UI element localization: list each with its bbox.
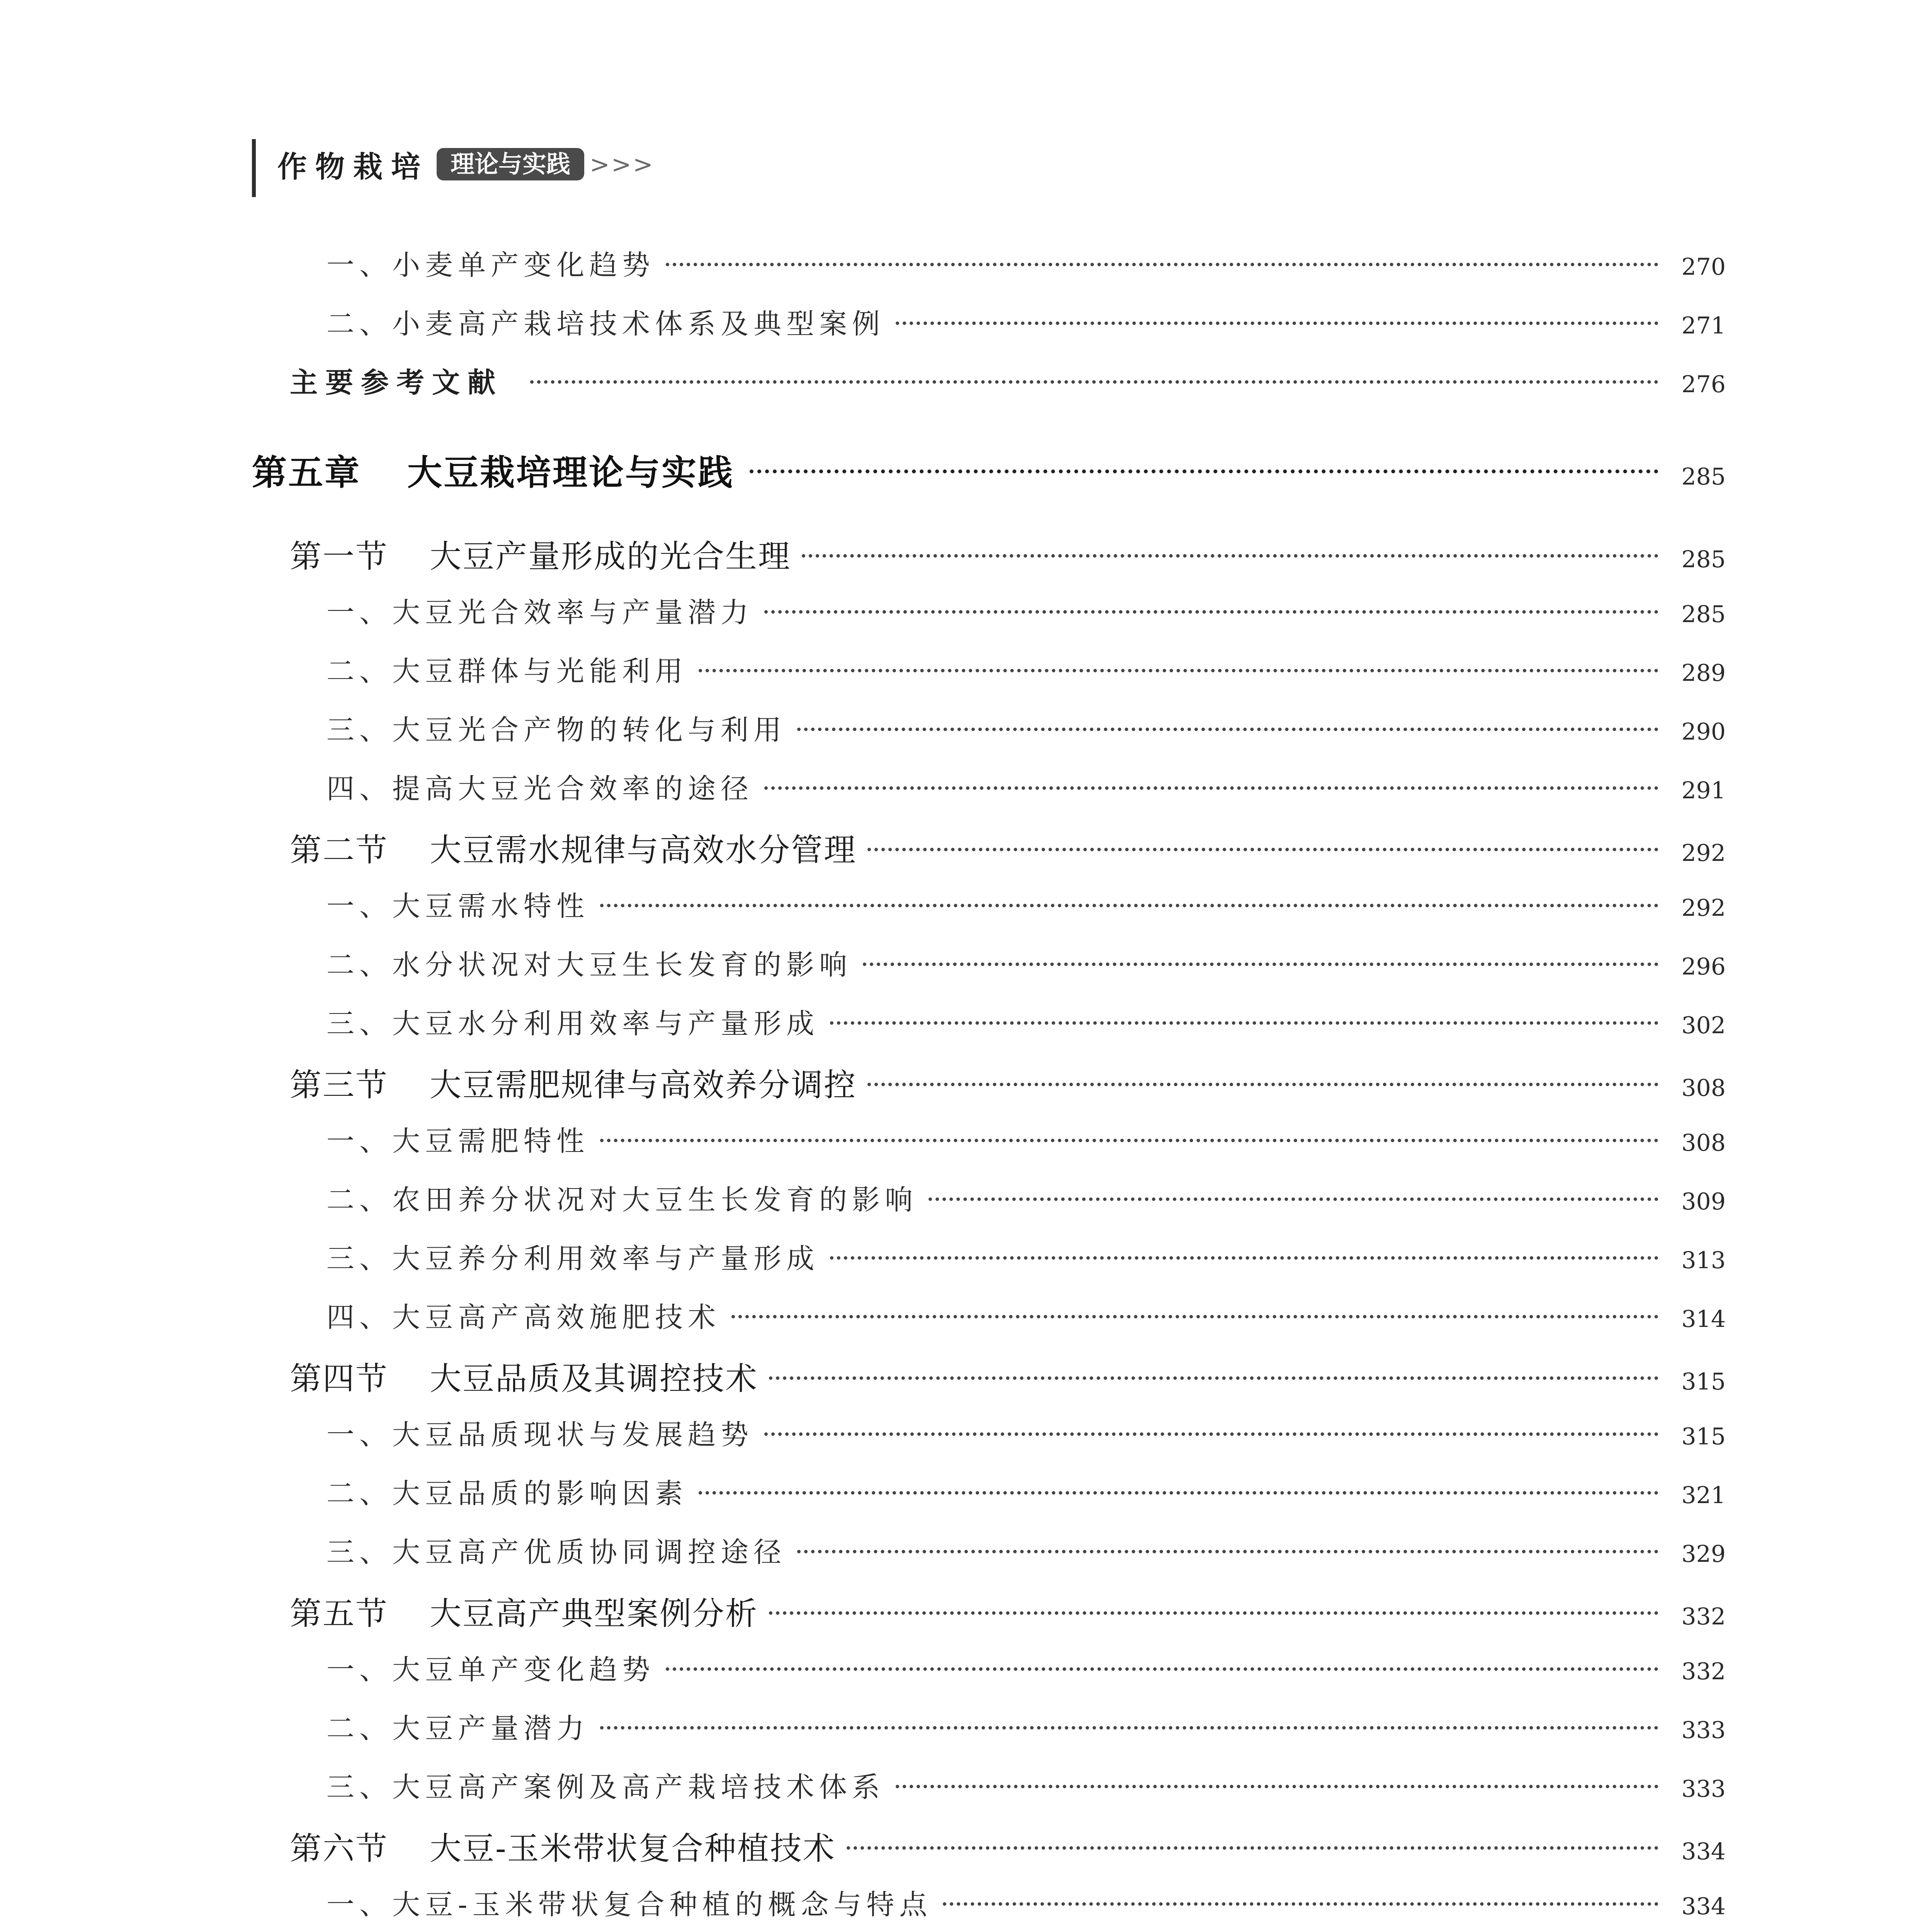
toc-entry-text: 大豆品质及其调控技术 [430, 1361, 759, 1397]
toc-entry-section[interactable] [0, 1823, 1932, 1869]
toc-entry-text: 二、大豆品质的影响因素 [327, 1477, 688, 1510]
toc-page-number: 332 [1681, 1658, 1726, 1685]
toc-entry-title [327, 1412, 753, 1452]
toc-entry-title [290, 360, 503, 400]
toc-entry-item[interactable] [0, 243, 1932, 283]
toc-page-number: 315 [1681, 1423, 1726, 1450]
toc-entry-text: 三、大豆养分利用效率与产量形成 [327, 1242, 820, 1275]
toc-entry-title [290, 531, 791, 577]
toc-page-number: 285 [1681, 601, 1726, 628]
toc-page-number: 333 [1681, 1717, 1726, 1744]
toc-entry-title [327, 1177, 918, 1218]
dot-leader [847, 1842, 1658, 1850]
dot-leader [600, 1135, 1658, 1143]
toc-entry-text: 一、大豆光合效率与产量潜力 [327, 596, 754, 629]
toc-page-number: 289 [1681, 660, 1726, 687]
toc-page-number: 292 [1681, 895, 1726, 922]
toc-entry-item[interactable] [0, 1001, 1932, 1041]
toc-page-number: 329 [1681, 1541, 1726, 1568]
dot-leader [830, 1253, 1658, 1260]
toc-entry-text: 三、大豆高产案例及高产栽培技术体系 [327, 1771, 885, 1803]
dot-leader [600, 1723, 1658, 1730]
dot-leader [830, 1018, 1658, 1025]
toc-entry-title [327, 1001, 819, 1041]
dot-leader [731, 1311, 1658, 1319]
toc-entry-text: 一、大豆单产变化趋势 [327, 1653, 655, 1686]
dot-leader [666, 259, 1658, 267]
toc-entry-title [327, 590, 753, 630]
toc-entry-item[interactable] [0, 1882, 1932, 1922]
toc-entry-title [327, 1882, 932, 1922]
toc-entry-item[interactable] [0, 649, 1932, 689]
dot-leader [802, 550, 1658, 558]
dot-leader [943, 1899, 1658, 1906]
toc-page-number: 333 [1681, 1776, 1726, 1803]
toc-entry-text: 一、大豆品质现状与发展趋势 [327, 1418, 754, 1451]
toc-entry-text: 三、大豆水分利用效率与产量形成 [327, 1007, 820, 1040]
dot-leader [699, 1488, 1658, 1495]
toc-entry-item[interactable] [0, 1530, 1932, 1570]
toc-entry-item[interactable] [0, 766, 1932, 806]
toc-page-number: 308 [1681, 1129, 1726, 1156]
toc-entry-text: 一、大豆需水特性 [327, 890, 590, 922]
toc-entry-number: 第三节 [290, 1067, 389, 1104]
dot-leader [769, 1372, 1658, 1380]
toc-page-number: 313 [1681, 1247, 1726, 1274]
toc-entry-section[interactable] [0, 1588, 1932, 1634]
toc-page-number: 285 [1681, 463, 1726, 490]
toc-page-number: 332 [1681, 1603, 1726, 1630]
toc-entry-title [290, 1823, 836, 1869]
toc-page-number: 334 [1681, 1838, 1726, 1865]
toc-entry-item[interactable] [0, 1471, 1932, 1511]
dot-leader [530, 377, 1658, 384]
toc-entry-title [327, 1236, 819, 1276]
toc-entry-title [327, 243, 655, 283]
toc-page-number: 276 [1681, 371, 1726, 398]
toc-entry-text: 二、农田养分状况对大豆生长发育的影响 [327, 1184, 918, 1216]
toc-entry-text: 一、小麦单产变化趋势 [327, 249, 655, 281]
toc-entry-title [327, 1119, 589, 1159]
toc-entry-title [327, 884, 589, 924]
toc-entry-text: 大豆需水规律与高效水分管理 [430, 832, 857, 869]
toc-entry-text: 二、小麦高产栽培技术体系及典型案例 [327, 308, 885, 340]
toc-entry-text: 四、大豆高产高效施肥技术 [327, 1301, 721, 1333]
dot-leader [867, 1079, 1658, 1086]
toc-page-number: 315 [1681, 1368, 1726, 1395]
toc-page-number: 314 [1681, 1306, 1726, 1333]
dot-leader [699, 665, 1658, 673]
toc-page-number: 290 [1681, 718, 1726, 745]
toc-entry-title [290, 1354, 758, 1399]
toc-entry-section[interactable] [0, 1060, 1932, 1105]
toc-entry-title [327, 942, 852, 983]
dot-leader [666, 1664, 1658, 1671]
book-title: 作物栽培 [277, 149, 429, 184]
dot-leader [600, 900, 1658, 908]
toc-entry-text: 一、大豆需肥特性 [327, 1125, 590, 1157]
toc-entry-section[interactable] [0, 531, 1932, 577]
toc-entry-title [327, 1471, 688, 1511]
toc-entry-title [327, 1765, 885, 1805]
toc-entry-item[interactable] [0, 1295, 1932, 1335]
toc-entry-section[interactable] [0, 1354, 1932, 1399]
toc-page-number: 270 [1681, 253, 1726, 281]
toc-entry-title [327, 766, 753, 806]
toc-entry-item[interactable] [0, 1765, 1932, 1805]
toc-entry-item[interactable] [0, 590, 1932, 630]
book-subtitle-badge: 理论与实践 [437, 148, 584, 180]
toc-entry-title [290, 1060, 857, 1105]
dot-leader [863, 959, 1658, 966]
toc-entry-number: 第五节 [290, 1595, 389, 1632]
toc-entry-item[interactable] [0, 301, 1932, 342]
header-arrows: >>> [590, 150, 655, 179]
toc-entry-text: 主要参考文献 [290, 366, 503, 399]
dot-leader [764, 607, 1658, 614]
dot-leader [929, 1194, 1658, 1201]
toc-entry-title [327, 1530, 786, 1570]
toc-entry-item[interactable] [0, 1412, 1932, 1452]
dot-leader [769, 1607, 1658, 1615]
toc-entry-text: 大豆高产典型案例分析 [430, 1595, 759, 1632]
dot-leader [764, 783, 1658, 790]
toc-page-number: 291 [1681, 777, 1726, 804]
dot-leader [750, 466, 1658, 473]
toc-entry-item[interactable] [0, 1119, 1932, 1159]
toc-entry-text: 大豆-玉米带状复合种植技术 [430, 1830, 836, 1867]
toc-entry-number: 第五章 [252, 452, 361, 493]
toc-entry-title [290, 1588, 758, 1634]
toc-entry-text: 大豆栽培理论与实践 [407, 452, 734, 493]
toc-entry-item[interactable] [0, 707, 1932, 748]
toc-entry-item[interactable] [0, 1647, 1932, 1687]
toc-page-number: 285 [1681, 546, 1726, 573]
toc-entry-item[interactable] [0, 1236, 1932, 1276]
toc-entry-title [327, 1647, 655, 1687]
dot-leader [896, 1781, 1658, 1789]
toc-entry-title [327, 1295, 721, 1335]
toc-entry-item[interactable] [0, 884, 1932, 924]
toc-page-number: 296 [1681, 953, 1726, 980]
toc-entry-text: 四、提高大豆光合效率的途径 [327, 772, 754, 805]
toc-page-number: 271 [1681, 312, 1726, 339]
toc-entry-number: 第四节 [290, 1361, 389, 1397]
toc-entry-text: 二、大豆产量潜力 [327, 1712, 590, 1745]
toc-entry-number: 第二节 [290, 832, 389, 869]
toc-entry-title [327, 301, 885, 342]
toc-page-number: 309 [1681, 1188, 1726, 1215]
toc-entry-text: 大豆需肥规律与高效养分调控 [430, 1067, 857, 1104]
toc-entry-number: 第一节 [290, 538, 389, 575]
dot-leader [797, 1546, 1658, 1554]
toc-page-number: 321 [1681, 1482, 1726, 1509]
toc-entry-item[interactable] [0, 942, 1932, 983]
toc-page-number: 302 [1681, 1012, 1726, 1039]
dot-leader [867, 844, 1658, 851]
toc-entry-title [252, 444, 734, 495]
toc-entry-text: 大豆产量形成的光合生理 [430, 538, 791, 575]
toc-entry-text: 三、大豆高产优质协同调控途径 [327, 1536, 787, 1568]
toc-entry-section[interactable] [0, 825, 1932, 870]
toc-entry-title [290, 825, 857, 870]
toc-entry-number: 第六节 [290, 1830, 389, 1867]
toc-entry-text: 三、大豆光合产物的转化与利用 [327, 714, 787, 746]
toc-page-number: 308 [1681, 1075, 1726, 1102]
dot-leader [896, 318, 1658, 325]
toc-entry-text: 二、水分状况对大豆生长发育的影响 [327, 949, 852, 981]
toc-entry-title [327, 707, 786, 748]
dot-leader [797, 724, 1658, 731]
dot-leader [764, 1429, 1658, 1436]
toc-entry-text: 二、大豆群体与光能利用 [327, 655, 688, 687]
toc-entry-item[interactable] [0, 1706, 1932, 1746]
toc-entry-item[interactable] [0, 1177, 1932, 1218]
toc-entry-ref[interactable] [0, 360, 1932, 400]
toc-entry-chapter[interactable] [0, 444, 1932, 495]
toc-entry-text: 一、大豆-玉米带状复合种植的概念与特点 [327, 1888, 932, 1921]
toc-page-number: 334 [1681, 1893, 1726, 1920]
toc-entry-title [327, 649, 688, 689]
toc-page-number: 292 [1681, 840, 1726, 867]
toc-entry-title [327, 1706, 589, 1746]
